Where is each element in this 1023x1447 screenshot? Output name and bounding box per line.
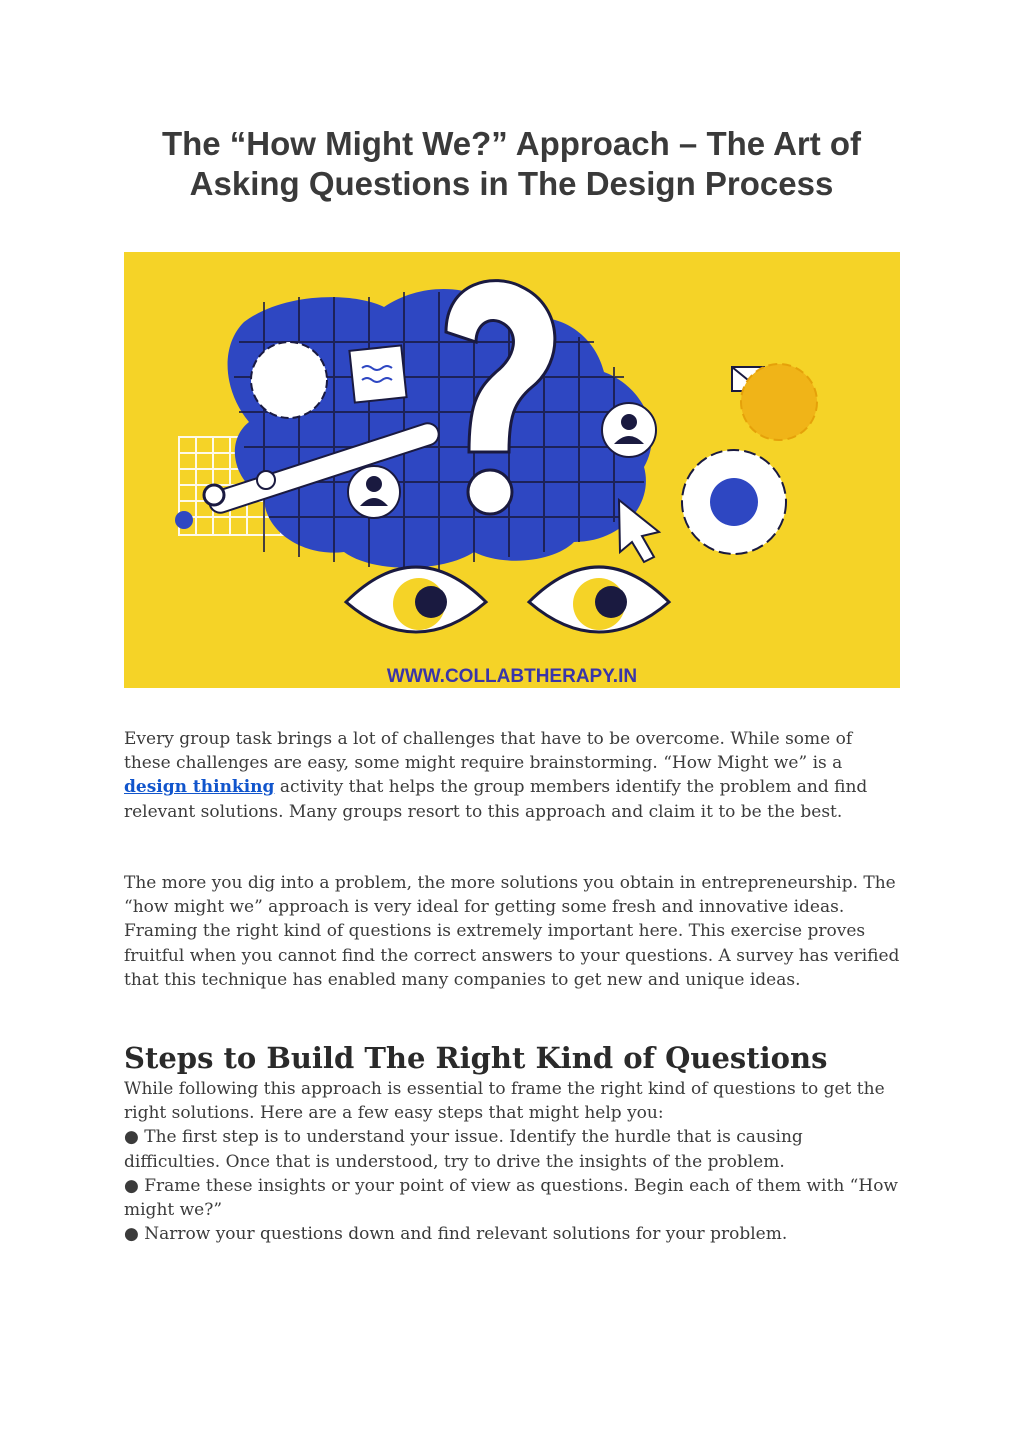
- paragraph-text: Every group task brings a lot of challenges that have to be overcome. While some of these challenges are easy, some might require brainstorming. “How Might we” is a: [124, 729, 853, 774]
- list-item: ● The first step is to understand your issue. Identify the hurdle that is causing difficulties. Once that is understood, try to drive the insights of the problem.: [124, 1127, 803, 1172]
- hero-illustration: [124, 252, 900, 688]
- person-icon: [348, 466, 400, 518]
- steps-list: [124, 1077, 904, 1246]
- steps-intro: While following this approach is essential to frame the right kind of questions to get the right solutions. Here are a few easy steps that might help you:: [124, 1079, 885, 1124]
- gear-icon: [251, 342, 327, 418]
- intro-paragraph: [124, 727, 904, 824]
- body-paragraph: The more you dig into a problem, the more solutions you obtain in entrepreneurship. The “how might we” approach is very ideal for getting some fresh and innovative ideas. Framing the right kind of questions is extremely important here. This exercise proves fruitful when you cannot find the correct answers to your questions. A survey has verified that this technique has enabled many companies to get new and unique ideas.: [124, 873, 900, 990]
- note-icon: [349, 345, 406, 402]
- paragraph-text: activity that helps the group members identify the problem and find relevant solutions. Many groups resort to this approach and claim it to be the best.: [124, 777, 868, 822]
- page-title: The “How Might We?” Approach – The Art of Asking Questions in The Design Process: [161, 125, 862, 202]
- gear-icon: [741, 364, 817, 440]
- list-item: ● Narrow your questions down and find relevant solutions for your problem.: [124, 1224, 788, 1245]
- design-thinking-link[interactable]: design thinking: [124, 777, 275, 798]
- gear-icon: [682, 450, 786, 554]
- list-item: ● Frame these insights or your point of view as questions. Begin each of them with “How might we?”: [124, 1175, 898, 1221]
- person-icon: [602, 403, 656, 457]
- section-heading: Steps to Build The Right Kind of Questions: [124, 1041, 828, 1075]
- hero-watermark: WWW.COLLABTHERAPY.IN: [386, 666, 638, 687]
